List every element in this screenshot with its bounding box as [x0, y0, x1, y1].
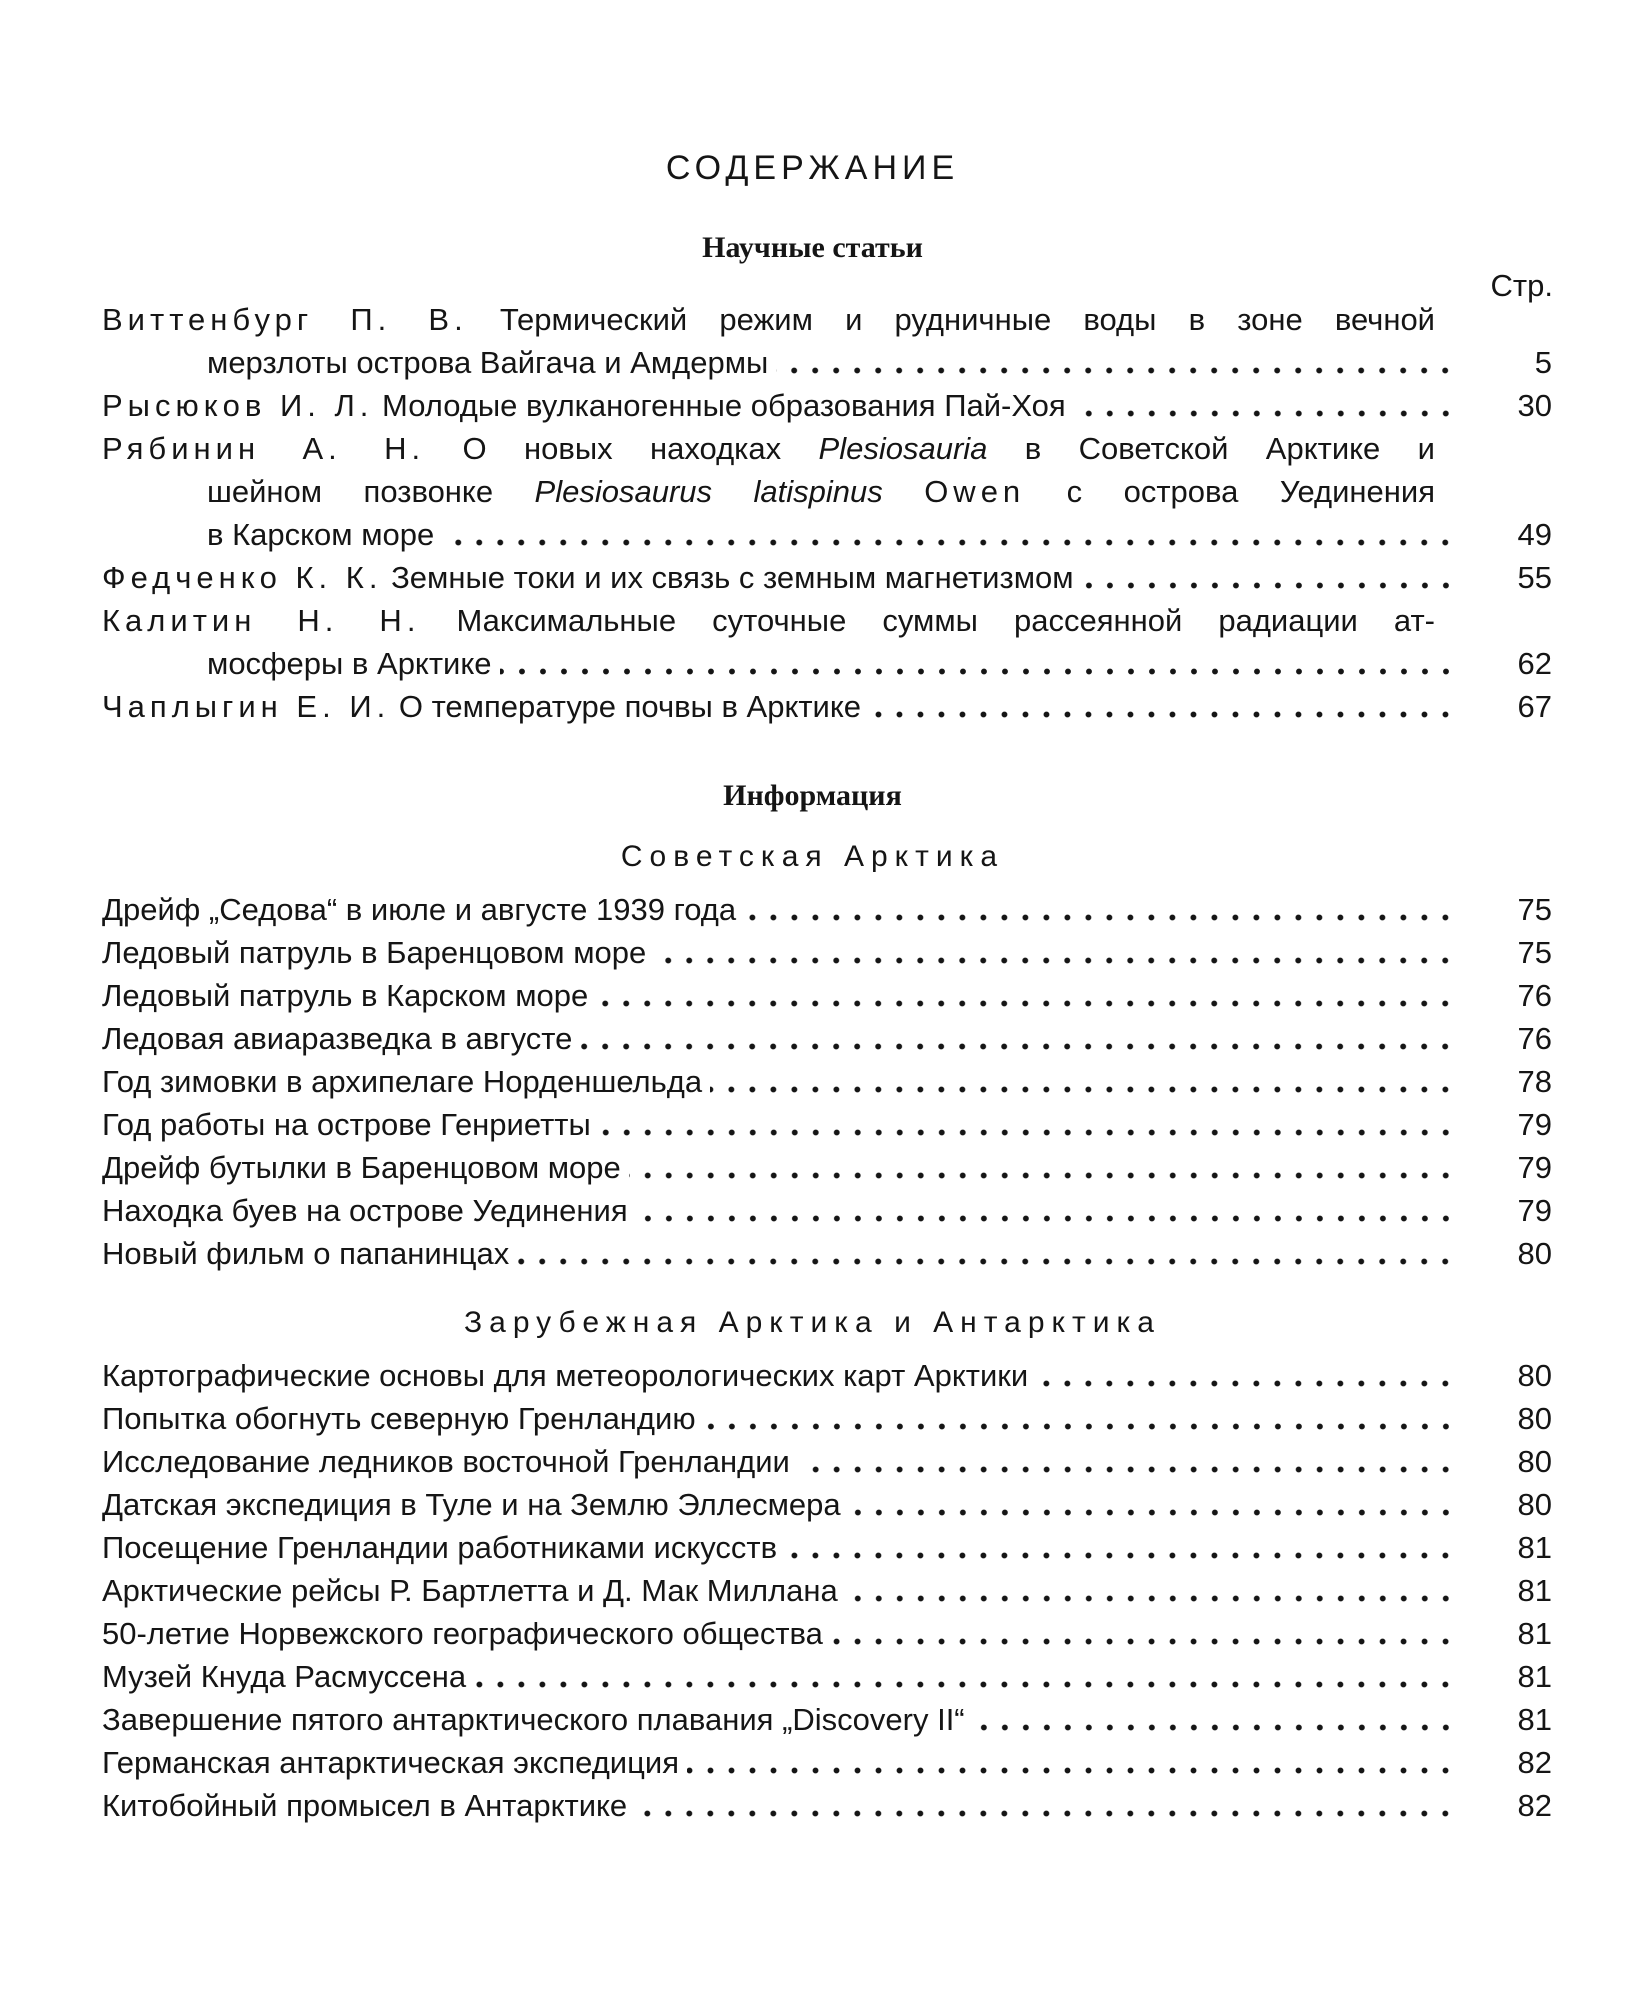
page-number: 75 — [1517, 892, 1552, 927]
dot-leader — [687, 1741, 1456, 1784]
dot-leader — [1036, 1354, 1456, 1397]
document-title: СОДЕРЖАНИЕ — [665, 149, 960, 187]
entry-title-text — [102, 298, 1435, 341]
toc-entry — [102, 1103, 1552, 1146]
entry-title: Китобойный промысел в Антарктике — [102, 1788, 628, 1823]
dot-leader — [1082, 556, 1456, 599]
toc-entry-line — [102, 427, 1552, 470]
page-number: 81 — [1517, 1616, 1552, 1651]
entry-title: Ледовый патруль в Баренцовом море — [102, 935, 647, 970]
toc-entry — [102, 1397, 1552, 1440]
section-heading-scientific-articles: Научные статьи — [702, 231, 923, 264]
page-number: 78 — [1517, 1064, 1552, 1099]
entry-title-segment: мерзлоты острова Вайгача и Амдермы — [207, 345, 769, 380]
entry-title: Находка буев на острове Уединения — [102, 1193, 628, 1228]
page-number: 30 — [1517, 388, 1552, 423]
page-number: 80 — [1517, 1401, 1552, 1436]
dot-leader — [831, 1612, 1456, 1655]
entry-author: Федченко К. К. — [102, 560, 383, 595]
page-number: 76 — [1517, 1021, 1552, 1056]
dot-leader — [580, 1017, 1456, 1060]
toc-entry — [102, 1440, 1552, 1483]
toc-entry — [102, 1569, 1552, 1612]
dot-leader — [599, 1103, 1456, 1146]
entry-title: Дрейф бутылки в Баренцовом море — [102, 1150, 621, 1185]
page-number: 76 — [1517, 978, 1552, 1013]
foreign-arctic-list — [102, 1354, 1552, 1827]
entry-title-segment: Plesiosauria — [818, 431, 988, 466]
entry-title-text — [102, 685, 861, 728]
entry-title-text — [102, 384, 1066, 427]
page-number: 75 — [1517, 935, 1552, 970]
entry-title: Новый фильм о папанинцах — [102, 1236, 510, 1271]
entry-title-segment: Термический режим и рудничные воды в зоне вечной — [499, 302, 1435, 337]
page-number: 49 — [1517, 517, 1552, 552]
dot-leader — [1074, 384, 1456, 427]
toc-entry — [102, 1232, 1552, 1275]
entry-title-segment: О температуре почвы в Арктике — [398, 689, 862, 724]
dot-leader — [846, 1569, 1456, 1612]
entry-title-text — [207, 341, 768, 384]
entry-title: Арктические рейсы Р. Бартлетта и Д. Мак Миллана — [102, 1573, 838, 1608]
dot-leader — [704, 1397, 1456, 1440]
entry-title: 50-летие Норвежского географического общества — [102, 1616, 823, 1651]
entry-title-segment: Owen — [924, 474, 1026, 509]
page-number: 82 — [1517, 1788, 1552, 1823]
dot-leader — [798, 1440, 1456, 1483]
dot-leader — [517, 1232, 1456, 1275]
dot-leader — [635, 1784, 1456, 1827]
entry-title-segment: О новых находках — [462, 431, 819, 466]
toc-entry-line — [102, 470, 1552, 513]
entry-title-text — [102, 427, 1435, 470]
toc-entry — [102, 1060, 1552, 1103]
page-number: 79 — [1517, 1150, 1552, 1185]
toc-entry — [102, 1526, 1552, 1569]
subsection-heading-foreign-arctic: Зарубежная Арктика и Антарктика — [464, 1306, 1161, 1339]
toc-entry — [102, 1354, 1552, 1397]
page-number: 80 — [1517, 1358, 1552, 1393]
page-number: 82 — [1517, 1745, 1552, 1780]
dot-leader — [973, 1698, 1456, 1741]
page-number: 79 — [1517, 1107, 1552, 1142]
page-number: 80 — [1517, 1487, 1552, 1522]
dot-leader — [474, 1655, 1456, 1698]
subsection-heading-soviet-arctic: Советская Арктика — [620, 840, 1005, 873]
entry-title: Год зимовки в архипелаге Норденшельда — [102, 1064, 703, 1099]
entry-title-segment: Plesiosaurus latispinus — [534, 474, 883, 509]
dot-leader — [636, 1189, 1456, 1232]
entry-author: Рябинин А. Н. — [102, 431, 426, 466]
page-number: 81 — [1517, 1659, 1552, 1694]
soviet-arctic-list — [102, 888, 1552, 1275]
entry-title-segment: Максимальные суточные суммы рассеянной радиации ат- — [456, 603, 1435, 638]
entry-title-segment: с острова Уединения — [1025, 474, 1435, 509]
entry-title: Картографические основы для метеорологических карт Арктики — [102, 1358, 1029, 1393]
entry-title-segment: в Карском море — [207, 517, 435, 552]
entry-title: Исследование ледников восточной Гренландии — [102, 1444, 790, 1479]
toc-entry-line — [102, 685, 1552, 728]
page-number: 81 — [1517, 1530, 1552, 1565]
entry-author: Калитин Н. Н. — [102, 603, 421, 638]
entry-author: Чаплыгин Е. И. — [102, 689, 391, 724]
toc-entry — [102, 1698, 1552, 1741]
entry-title-segment — [883, 474, 924, 509]
dot-leader — [785, 1526, 1456, 1569]
page-number: 81 — [1517, 1573, 1552, 1608]
toc-entry — [102, 1612, 1552, 1655]
entry-title-text — [207, 513, 434, 556]
dot-leader — [654, 931, 1456, 974]
page-number: 5 — [1534, 345, 1552, 380]
toc-entry-line — [102, 513, 1552, 556]
toc-entry-line — [102, 642, 1552, 685]
entry-title: Дрейф „Седова“ в июле и августе 1939 года — [102, 892, 737, 927]
entry-title-segment: Земные токи и их связь с земным магнетизмом — [391, 560, 1074, 595]
entry-title: Попытка обогнуть северную Гренландию — [102, 1401, 696, 1436]
entry-title: Год работы на острове Генриетты — [102, 1107, 591, 1142]
toc-entry — [102, 1189, 1552, 1232]
dot-leader — [776, 341, 1456, 384]
toc-entry — [102, 888, 1552, 931]
page-number: 80 — [1517, 1236, 1552, 1271]
page-number: 67 — [1517, 689, 1552, 724]
entry-title: Музей Кнуда Расмуссена — [102, 1659, 467, 1694]
entry-title-text — [102, 599, 1435, 642]
dot-leader — [629, 1146, 1456, 1189]
entry-author: Рысюков И. Л. — [102, 388, 374, 423]
section-heading-information: Информация — [723, 779, 902, 812]
entry-title: Посещение Гренландии работниками искусств — [102, 1530, 778, 1565]
toc-entry-line — [102, 556, 1552, 599]
dot-leader — [849, 1483, 1456, 1526]
toc-entry-line — [102, 298, 1552, 341]
dot-leader — [869, 685, 1456, 728]
page-number: 62 — [1517, 646, 1552, 681]
toc-entry — [102, 1655, 1552, 1698]
entry-title-text — [102, 556, 1074, 599]
entry-author: Виттенбург П. В. — [102, 302, 468, 337]
entry-title: Завершение пятого антарктического плавания „Discovery II“ — [102, 1702, 965, 1737]
toc-entry — [102, 1741, 1552, 1784]
entry-title-text — [207, 470, 1435, 513]
toc-entry-line — [102, 599, 1552, 642]
dot-leader — [500, 642, 1456, 685]
page-number: 55 — [1517, 560, 1552, 595]
toc-entry-line — [102, 384, 1552, 427]
toc-entry — [102, 974, 1552, 1017]
articles-list — [102, 298, 1552, 728]
entry-title-segment: Молодые вулканогенные образования Пай-Хоя — [382, 388, 1066, 423]
entry-title: Германская антарктическая экспедиция — [102, 1745, 679, 1780]
entry-title: Датская экспедиция в Туле и на Землю Эллесмера — [102, 1487, 841, 1522]
entry-title-segment: в Советской Арктике и — [987, 431, 1435, 466]
toc-entry — [102, 931, 1552, 974]
toc-entry-line — [102, 341, 1552, 384]
toc-entry — [102, 1017, 1552, 1060]
entry-title-segment: шейном позвонке — [207, 474, 535, 509]
entry-title-segment: мосферы в Арктике — [207, 646, 492, 681]
entry-title: Ледовый патруль в Карском море — [102, 978, 589, 1013]
page-number: 81 — [1517, 1702, 1552, 1737]
dot-leader — [744, 888, 1456, 931]
toc-entry — [102, 1146, 1552, 1189]
dot-leader — [442, 513, 1456, 556]
toc-entry — [102, 1483, 1552, 1526]
dot-leader — [710, 1060, 1456, 1103]
page-column-label: Стр. — [1490, 268, 1553, 303]
page-number: 79 — [1517, 1193, 1552, 1228]
page-number: 80 — [1517, 1444, 1552, 1479]
entry-title-text — [207, 642, 492, 685]
entry-title: Ледовая авиаразведка в августе — [102, 1021, 573, 1056]
dot-leader — [596, 974, 1456, 1017]
toc-entry — [102, 1784, 1552, 1827]
